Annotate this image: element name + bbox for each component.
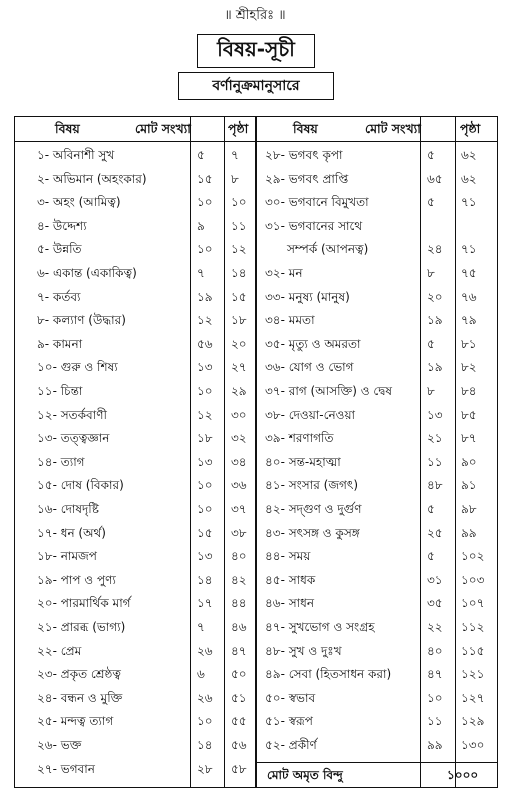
row-page: ৯১ [461,478,477,493]
row-page: ১২৭ [461,690,485,705]
row-page: ৫৮ [231,761,247,776]
row-count: ২৬ [197,643,213,658]
toc-row [257,143,497,167]
toc-row [257,261,497,285]
row-page: ৯০ [461,454,477,469]
row-topic: ২৫- মন্দত্ব ত্যাগ [37,714,114,729]
row-topic: ৫২- প্রকীর্ণ [265,738,317,752]
row-count: ১৫ [197,171,213,186]
toc-row [257,497,497,521]
row-page: ৯৯ [461,525,477,540]
row-page: ৮ [231,171,239,186]
toc-row [15,568,255,592]
row-count: ৩৫ [427,596,443,611]
row-count: ৮ [427,266,435,280]
toc-row [257,167,497,191]
row-count: ৫ [427,195,435,210]
footer-total: ১০০০ [447,768,479,782]
row-page: ৭১ [461,242,477,257]
row-page: ৫০ [231,667,247,682]
row-page: ৭১ [461,195,477,210]
toc-row [15,639,255,663]
row-page: ৬২ [461,171,477,186]
row-page: ৩২ [231,431,247,446]
row-count: ৭ [197,620,205,634]
toc-row [257,544,497,568]
row-topic: ২৩- প্রকৃত শ্রেষ্ঠত্ব [37,667,121,682]
row-count: ৫ [427,336,435,351]
row-topic: ৫০- স্বভাব [265,690,316,705]
row-topic: ৪৭- সুখভোগ ও সংগ্রহ [265,620,375,634]
row-topic: ২৪- বন্ধন ও মুক্তি [37,690,123,705]
row-count: ৯ [197,218,205,233]
toc-row [15,332,255,356]
row-count: ১১ [427,454,443,469]
toc-row [15,285,255,309]
toc-row [257,639,497,663]
toc-row [257,450,497,474]
row-count: ১১ [427,714,443,729]
row-page: ৩৮ [231,525,247,540]
row-page: ১০ [231,195,247,210]
row-count: ১০ [197,384,213,398]
row-topic: ৩০- ভগবানে বিমুখতা [265,195,369,210]
row-page: ১৮ [231,313,247,328]
row-page: ৩৬ [231,478,247,493]
toc-footer [257,762,497,787]
toc-row [15,261,255,285]
toc-row [257,473,497,497]
row-count: ১৭ [197,596,213,611]
row-page: ২৯ [231,384,247,398]
row-page: ১২৯ [461,714,485,729]
row-page: ১০২ [461,549,485,564]
toc-rows-left [15,141,255,787]
row-page: ১২ [231,242,247,257]
toc-rows-right [257,141,497,787]
toc-row [15,379,255,403]
row-page: ১১৫ [461,643,485,658]
row-page: ৮২ [461,360,477,375]
toc-row [15,214,255,238]
row-page: ৪৬ [231,620,247,634]
row-count: ২৬ [197,690,213,705]
row-topic: ৯- কামনা [37,336,83,351]
toc-row [15,308,255,332]
row-topic: ৪- উদ্দেশ্য [37,218,87,233]
row-count: ২৫ [427,525,443,540]
row-page: ৮৭ [461,431,477,446]
row-topic: ২০- পারমার্থিক মার্গ [37,596,131,611]
toc-row [15,355,255,379]
row-page: ২০ [231,336,247,351]
toc-row [15,426,255,450]
row-count: ১৩ [197,454,213,469]
row-count: ৫৬ [197,336,213,351]
row-topic: ২১- প্রারব্ধ (ভাগ্য) [37,620,126,634]
toc-row [257,214,497,261]
row-page: ৯৮ [461,502,477,516]
row-count: ৭ [197,266,205,280]
row-count: ৩১ [427,572,443,587]
row-count: ৮ [427,384,435,398]
row-topic: ৪৬- সাধন [265,596,315,611]
toc-row [15,733,255,757]
toc-row [257,403,497,427]
row-topic: ৫১- স্বরূপ [265,714,313,729]
row-page: ১০৭ [461,596,485,611]
row-topic: ২৯- ভগবৎ প্রাপ্তি [265,171,349,186]
row-topic: ৩৭- রাগ (আসক্তি) ও দ্বেষ [265,384,392,398]
row-topic: ৩৮- দেওয়া-নেওয়া [265,407,356,422]
row-count: ৬৫ [427,171,443,186]
row-page: ৮১ [461,336,477,351]
col-count-header: মোট সংখ্যা [365,121,421,136]
row-count: ১৪ [197,738,213,752]
toc-row [15,662,255,686]
row-page: ৮৫ [461,407,477,422]
toc-row [15,497,255,521]
row-page: ১১ [231,218,247,233]
row-topic: ১৯- পাপ ও পুণ্য [37,572,116,587]
row-page: ৪২ [231,572,247,587]
row-topic: ২৮- ভগবৎ কৃপা [265,148,343,162]
row-count: ১২ [197,407,213,422]
toc-row [15,403,255,427]
row-topic: ৩৯- শরণাগতি [265,431,334,446]
row-topic: ৭- কর্তব্য [37,289,81,304]
col-count-header: মোট সংখ্যা [135,121,191,136]
row-count: ১৩ [197,360,213,375]
row-topic: ৪৪- সময় [265,549,311,564]
toc-row [15,757,255,781]
col-page-header: পৃষ্ঠা [460,121,481,136]
toc-row [15,709,255,733]
col-page-header: পৃষ্ঠা [228,121,249,136]
row-count: ১৫ [197,525,213,540]
row-count: ৫ [427,502,435,516]
page-subtitle: বর্ণানুক্রমানুসারে [178,72,334,100]
row-count: ১০ [427,690,443,705]
row-page: ৭ [231,148,239,162]
row-count: ৪৮ [427,478,443,493]
row-topic: ১৫- দোষ (বিকার) [37,478,124,493]
row-count: ১২ [197,313,213,328]
row-count: ৪৭ [427,667,443,682]
toc-row [257,355,497,379]
row-page: ৭৬ [461,289,477,304]
row-count: ১০ [197,242,213,257]
toc-row [257,332,497,356]
row-count: ১০ [197,714,213,729]
toc-row [15,167,255,191]
row-page: ১৫ [231,289,247,304]
row-page: ১৪ [231,266,247,280]
row-page: ৩০ [231,407,247,422]
row-count: ৫ [427,148,435,162]
row-topic: ৬- একান্ত (একাকিত্ব) [37,266,137,280]
row-count: ৫ [427,549,435,564]
footer-label: মোট অমৃত বিন্দু [267,768,343,782]
row-page: ৭৯ [461,313,477,328]
row-topic: ৩৩- মনুষ্য (মানুষ) [265,289,350,304]
row-topic: ২৬- ভক্ত [37,738,82,752]
row-page: ৭৫ [461,266,477,280]
row-topic: ১৩- তত্ত্বজ্ঞান [37,431,110,446]
row-page: ৮৪ [461,384,477,398]
row-count: ১০ [197,502,213,516]
row-page: ৫৫ [231,714,247,729]
row-topic: ৪৯- সেবা (হিতসাধন করা) [265,667,392,682]
row-topic: ৩২- মন [265,266,303,280]
row-page: ৩৭ [231,502,247,516]
row-page: ১২১ [461,667,485,682]
toc-row [257,686,497,710]
row-topic: ১৬- দোষদৃষ্টি [37,502,99,516]
row-topic: ৪৮- সুখ ও দুঃখ [265,643,342,658]
row-topic: ৪০- সন্ত-মহাত্মা [265,454,341,469]
toc-header-right [257,117,497,142]
page-title: বিষয়-সূচী [197,34,315,68]
row-topic: ২- অভিমান (অহংকার) [37,171,147,186]
toc-row [257,733,497,757]
row-topic: ৪৫- সাধক [265,572,316,587]
toc-right-panel [257,117,497,787]
row-page: ১১২ [461,620,485,634]
row-topic: ৫- উন্নতি [37,242,82,257]
row-count: ১৪ [197,572,213,587]
invocation: ॥ শ্রীহরিঃ ॥ [224,8,286,23]
row-count: ২০ [427,289,443,304]
row-count: ৪০ [427,643,443,658]
row-count: ১৯ [197,289,213,304]
row-page: ৩৪ [231,454,247,469]
row-count: ৯৯ [427,738,443,752]
col-topic-header: বিষয় [293,121,318,136]
row-topic: ৩৫- মৃত্যু ও অমরতা [265,336,361,351]
toc-row [257,591,497,615]
row-count: ২১ [427,431,443,446]
row-page: ৬২ [461,148,477,162]
row-topic: ১- অবিনাশী সুখ [37,148,115,162]
col-topic-header: বিষয় [55,121,80,136]
row-topic: ১১- চিন্তা [37,384,83,398]
toc-row [257,379,497,403]
toc-row [257,190,497,214]
toc-table [14,116,498,788]
row-topic: ১২- সতর্কবাণী [37,407,107,422]
row-count: ৫ [197,148,205,162]
row-page: ৪৭ [231,643,247,658]
toc-row [15,237,255,261]
toc-row [257,662,497,686]
toc-row [15,143,255,167]
toc-row [257,426,497,450]
toc-row [257,568,497,592]
toc-row [15,544,255,568]
row-topic: ৩১- ভগবানের সাথে [265,218,363,233]
row-topic-cont: সম্পর্ক (আপনত্ব) [287,242,369,257]
row-topic: ৪১- সংসার (জগৎ) [265,478,359,493]
toc-row [15,521,255,545]
row-count: ১৩ [427,407,443,422]
row-count: ২৪ [427,242,443,257]
toc-row [15,450,255,474]
row-topic: ৩৬- যোগ ও ভোগ [265,360,354,375]
row-count: ১০ [197,478,213,493]
toc-row [257,285,497,309]
row-count: ১৯ [427,360,443,375]
row-topic: ৪২- সদ্গুণ ও দুর্গুণ [265,502,362,516]
row-page: ১০৩ [461,572,485,587]
row-topic: ১৪- ত্যাগ [37,454,85,469]
row-page: ২৭ [231,360,247,375]
row-page: ৪০ [231,549,247,564]
row-count: ১০ [197,195,213,210]
row-count: ২২ [427,620,443,634]
row-topic: ১০- গুরু ও শিষ্য [37,360,118,375]
toc-row [15,591,255,615]
toc-row [15,473,255,497]
row-page: ৫১ [231,690,247,705]
row-count: ১৮ [197,431,213,446]
row-count: ৬ [197,667,205,682]
row-topic: ৪৩- সৎসঙ্গ ও কুসঙ্গ [265,525,360,540]
row-topic: ৮- কল্যাণ (উদ্ধার) [37,313,126,328]
toc-row [15,615,255,639]
row-count: ১৩ [197,549,213,564]
row-topic: ১৭- ধন (অর্থ) [37,525,106,540]
row-page: ৫৬ [231,738,247,752]
row-topic: ৩- অহং (আমিত্ব) [37,195,121,210]
toc-row [257,709,497,733]
toc-row [257,308,497,332]
row-page: ১৩০ [461,738,485,752]
row-page: ৪৪ [231,596,247,611]
toc-row [257,615,497,639]
toc-header-left [15,117,255,142]
row-topic: ১৮- নামজপ [37,549,97,564]
row-topic: ২৭- ভগবান [37,761,95,776]
toc-row [15,190,255,214]
row-count: ২৮ [197,761,213,776]
toc-row [257,521,497,545]
row-topic: ২২- প্রেম [37,643,82,658]
row-count: ১৯ [427,313,443,328]
toc-row [15,686,255,710]
toc-left-panel [15,117,257,787]
row-topic: ৩৪- মমতা [265,313,315,328]
